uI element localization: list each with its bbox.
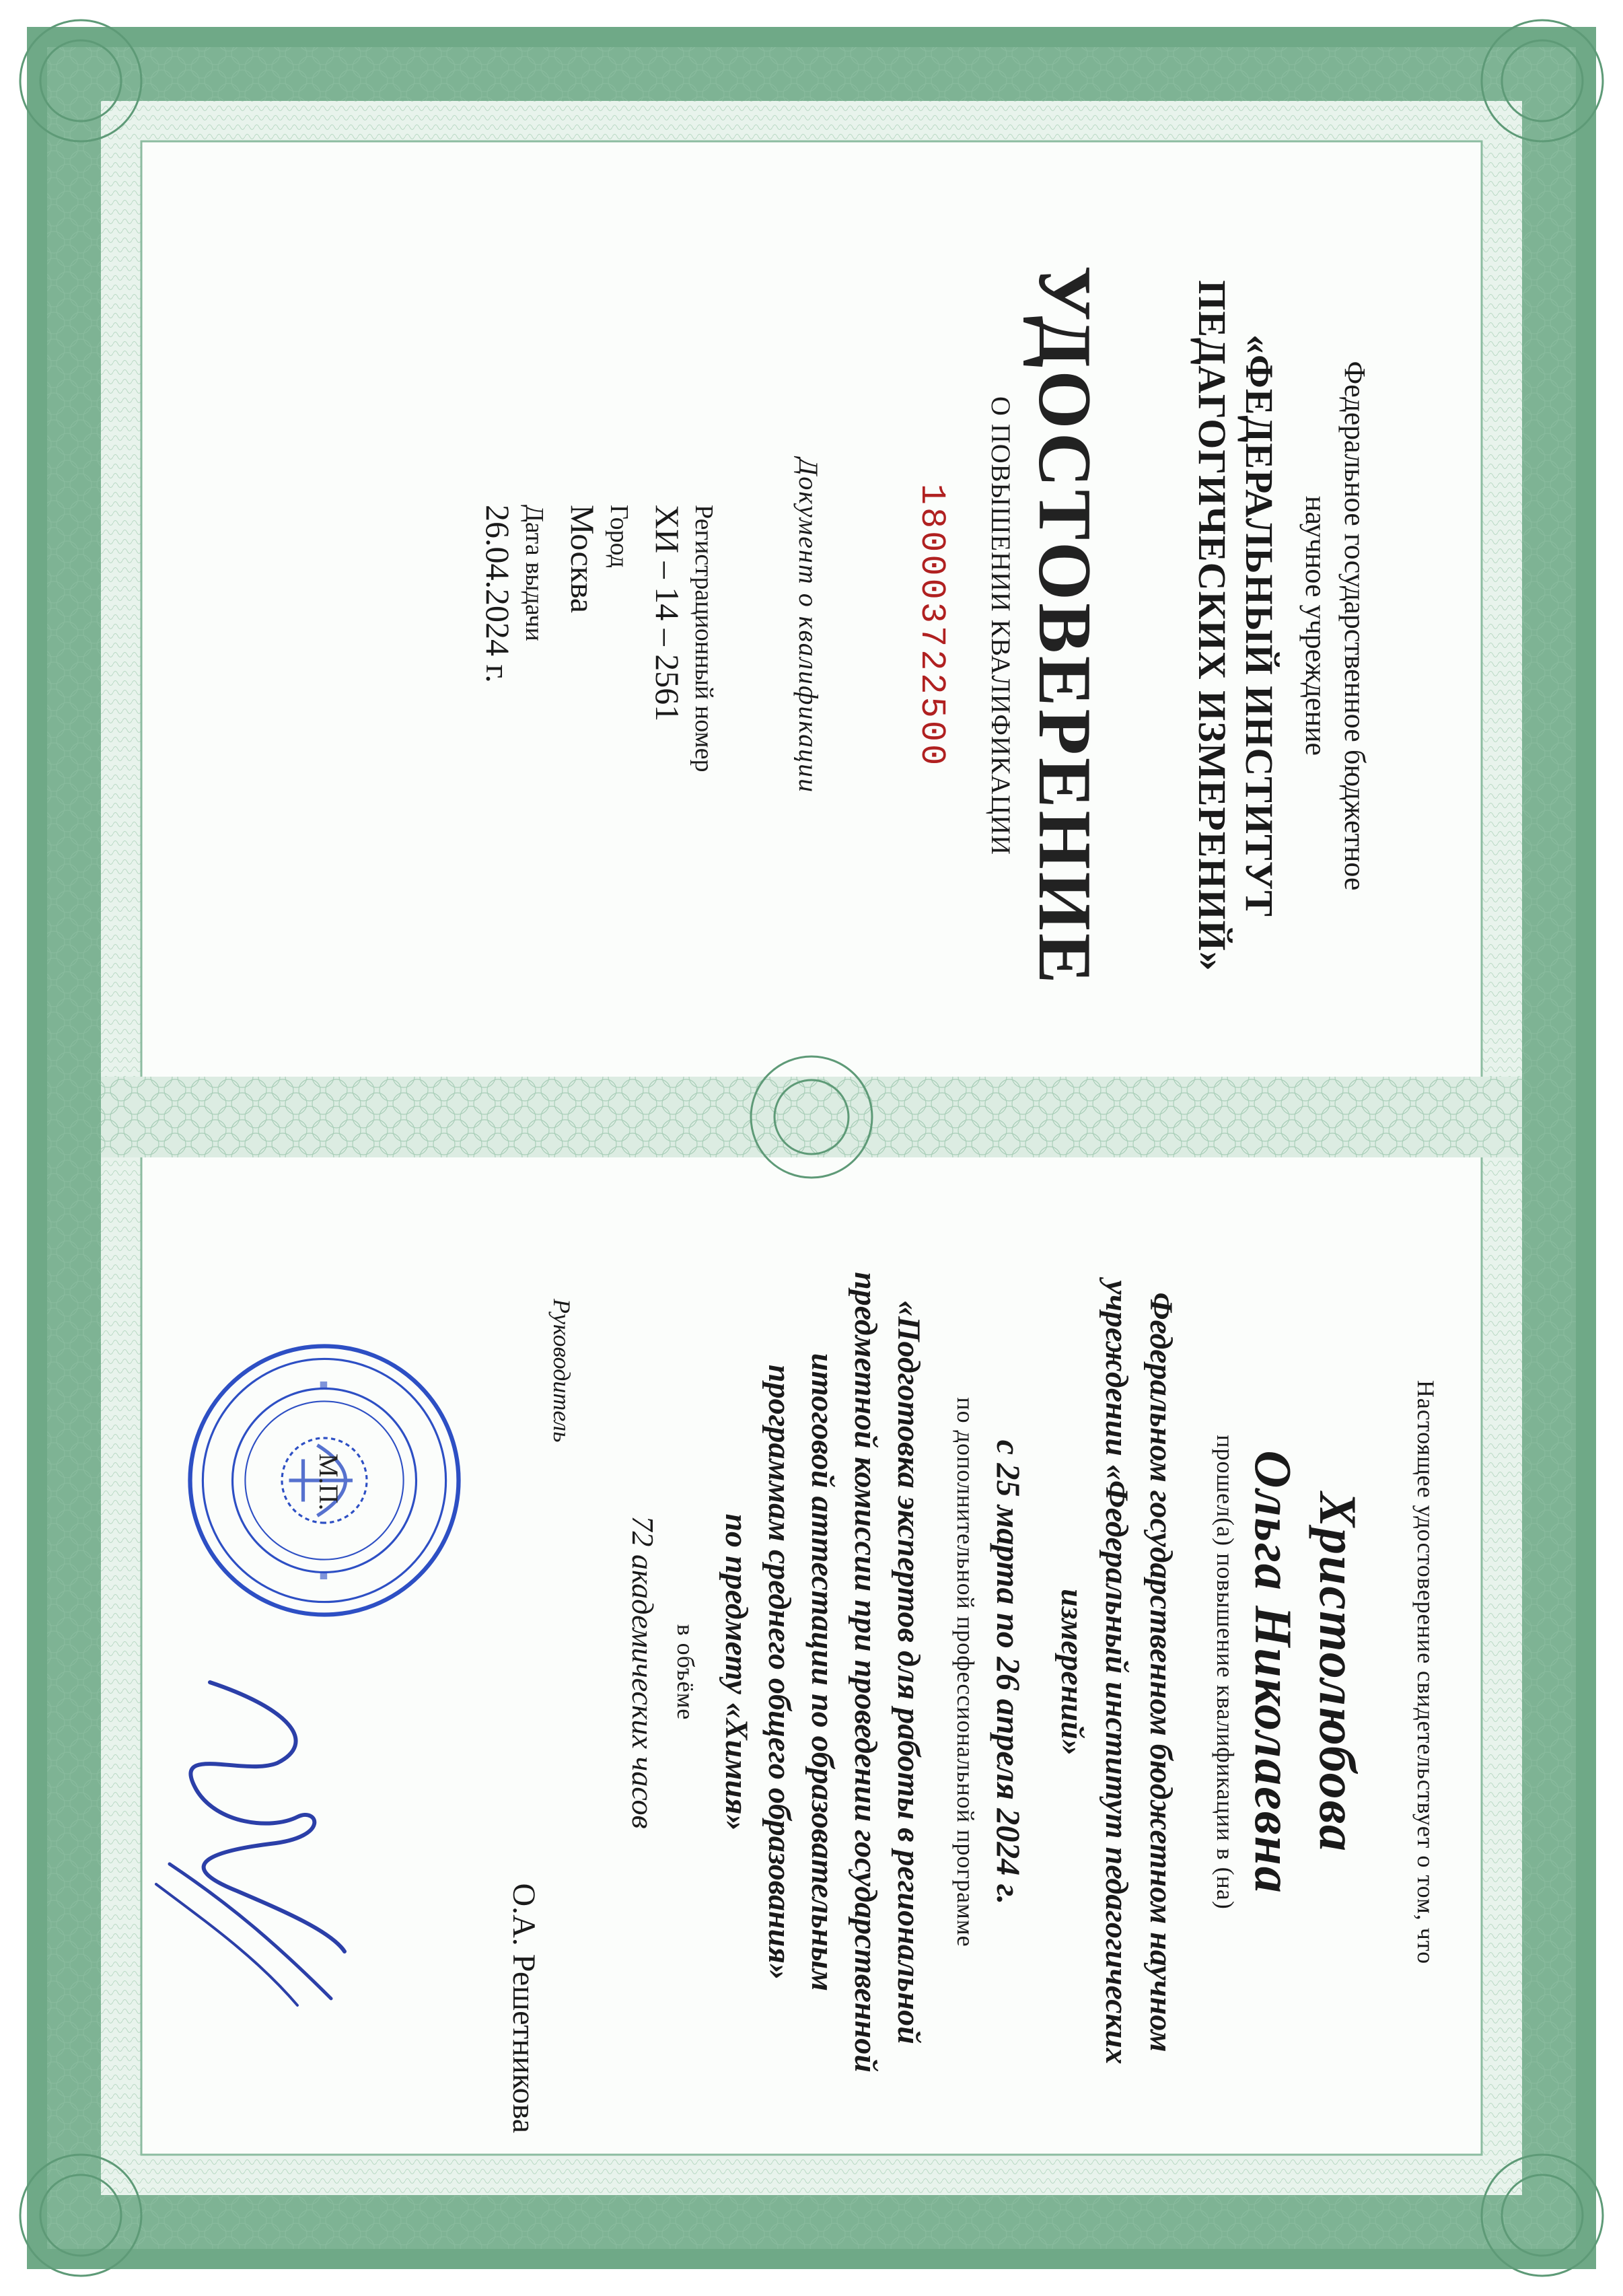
document-number: 180003722500 [912,483,951,768]
city-label: Город [605,505,633,568]
institution-name-line1: «ФЕДЕРАЛЬНЫЙ ИНСТИТУТ [1237,334,1281,918]
document-title: УДОСТОВЕРЕНИЕ [1023,265,1106,986]
program-line1: «Подготовка экспертов для работы в региональной [891,1300,927,2044]
issue-date-label: Дата выдачи [520,505,548,641]
head-name: О.А. Решетникова [506,1883,542,2133]
program-line2: предметной комиссии при проведении государственной [848,1272,883,2073]
hours-value: 72 академических часов [626,1515,660,1829]
recipient-given-names: Ольга Николаевна [1244,1450,1303,1894]
volume-label: в объёме [672,1624,699,1721]
document-info-panel [143,155,1488,1097]
program-intro: по дополнительной профессиональной программе [952,1397,979,1947]
head-label: Руководитель [548,1299,575,1443]
completed-text: прошел(а) повышение квалификации в (на) [1212,1435,1239,1910]
intro-text: Настоящее удостоверение свидетельствует о том, что [1412,1379,1439,1965]
institution-name-line2: ПЕДАГОГИЧЕСКИХ ИЗМЕРЕНИЙ» [1190,280,1234,972]
institution-org-line1: Федеральное государственное бюджетное [1338,361,1371,891]
signature-row [502,1184,603,2160]
program-line3: итоговой аттестации по образовательным [805,1353,840,1992]
seal-label: М.П. [314,1454,344,1511]
issue-date: 26.04.2024 г. [479,505,517,683]
registration-number: ХИ – 14 – 2561 [649,505,686,722]
institution-line3: измерений» [1054,1589,1090,1756]
document-subtitle: О ПОВЫШЕНИИ КВАЛИФИКАЦИИ [986,396,1016,856]
institution-line1: Федеральном государственном бюджетном научном [1143,1292,1179,2052]
registration-label: Регистрационный номер [690,505,718,773]
city-value: Москва [564,505,602,614]
institution-line2: учреждении «Федеральный институт педагогических [1099,1280,1134,2065]
recipient-surname: Христолюбова [1309,1492,1367,1853]
institution-org-line2: научное учреждение [1299,495,1332,756]
handwritten-signature-icon [129,1649,371,2025]
registration-meta [476,505,719,1097]
program-line5: по предмету «Химия» [719,1513,754,1831]
program-line4: программам среднего общего образования» [762,1364,797,1980]
training-dates: с 25 марта по 26 апреля 2024 г. [990,1439,1027,1905]
document-kind: Документ о квалификации [793,458,824,794]
